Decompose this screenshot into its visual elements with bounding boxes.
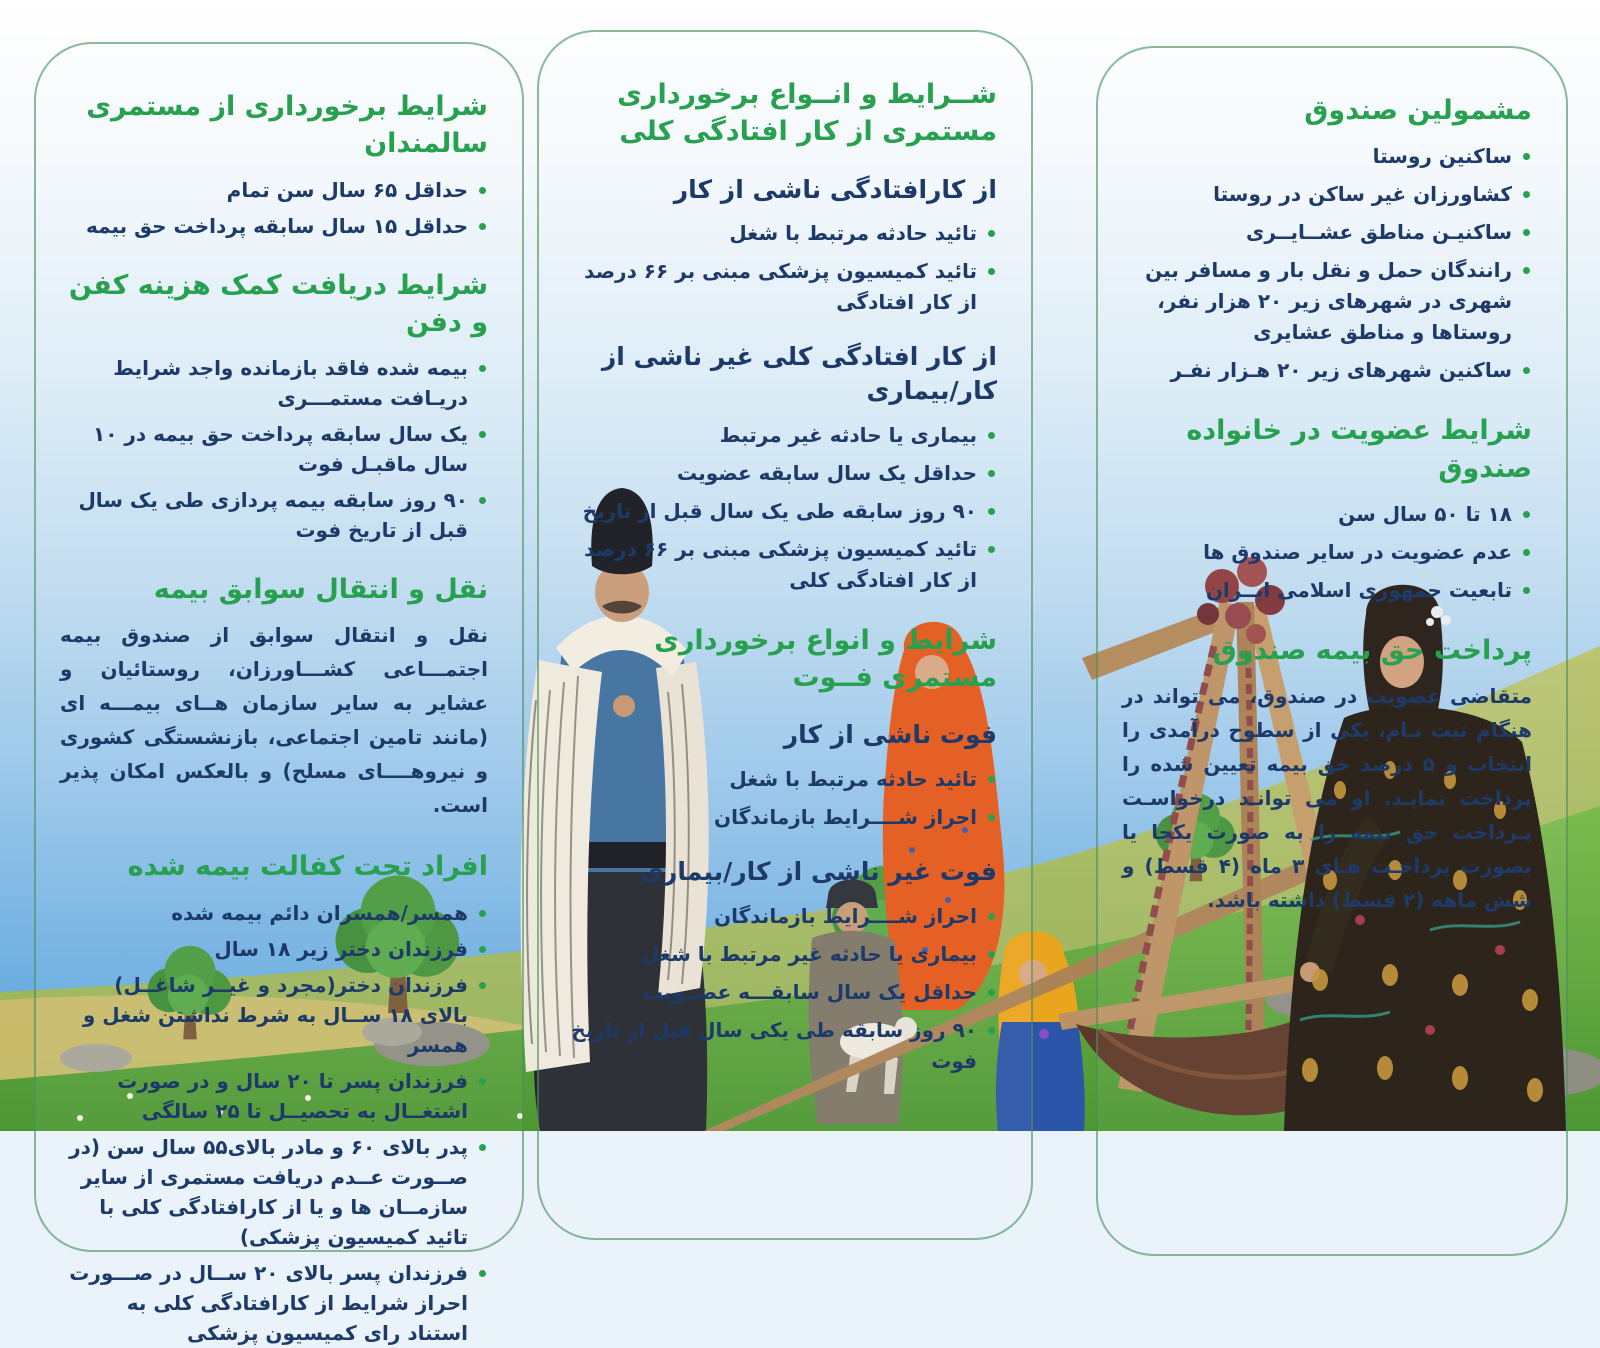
- list-item: کشاورزان غیر ساکن در روستا: [1122, 179, 1512, 210]
- panel-fund-membership: [1096, 46, 1568, 1256]
- list-item: حداقل ۶۵ سال سن تمام: [60, 175, 468, 205]
- list-item: ۹۰ روز سابقه بیمه پردازی طی یک سال قبل از تاریخ فوت: [60, 485, 468, 545]
- list-item: تائید کمیسیون پزشکی مبنی بر ۶۶ درصد از کار افتادگی کلی: [563, 534, 977, 596]
- list-item: ۹۰ روز سابقه طی یکی سال قبل از تاریخ فوت: [563, 1015, 977, 1077]
- list-item: تابعیت جمهوری اسلامی ایــران: [1122, 575, 1512, 606]
- fund-coverage-list: [1122, 141, 1512, 386]
- panel-disability-death-pension: [537, 30, 1033, 1240]
- heading-fund-coverage: مشمولین صندوق: [1304, 95, 1532, 126]
- panel-pensions-left: [34, 42, 524, 1345]
- subheading-nonwork-disability: از کار افتادگی کلی غیر ناشی از کار/بیماری: [601, 342, 997, 405]
- list-item: احراز شــــرایط بازماندگان: [563, 802, 977, 833]
- heading-insurance-record-transfer: نقل و انتقال سوابق بیمه: [153, 574, 488, 605]
- list-item: رانندگان حمل و نقل بار و مسافر بین شهری در شهرهای زیر ۲۰ هزار نفر، روستاها و مناطق عشایری: [1122, 255, 1512, 348]
- subheading-work-related-death: فوت ناشی از کار: [783, 720, 997, 750]
- nonwork-death-list: [563, 901, 977, 1077]
- list-item: بیماری یا حادثه غیر مرتبط: [563, 420, 977, 451]
- list-item: بیمه شده فاقد بازمانده واجد شرایط دریـافت مستمـــری: [60, 353, 468, 413]
- subheading-nonwork-death: فوت غیر ناشی از کار/بیماری: [640, 857, 997, 886]
- list-item: تائید حادثه مرتبط با شغل: [563, 218, 977, 249]
- work-death-list: [563, 764, 977, 833]
- burial-conditions-list: [60, 353, 468, 545]
- heading-family-membership-conditions: شرایط عضویت در خانواده صندوق: [1186, 415, 1532, 484]
- list-item: حداقل یک سال سابقه عضویت: [563, 458, 977, 489]
- list-item: ۱۸ تا ۵۰ سال سن: [1122, 499, 1512, 530]
- heading-burial-allowance-conditions: شرایط دریافت کمک هزینه کفن و دفن: [68, 269, 488, 338]
- list-item: ساکنین روستا: [1122, 141, 1512, 172]
- work-disability-list: [563, 218, 977, 318]
- premium-payment-paragraph: متقاضی عضویت در صندوق، می تواند در هنگام ثبت نـام، یکی از سطوح درآمدی را انتخاب و ۵ درصد حق بیمه تعیین شده را پرداخت نمایـد. او می توانـد درخواسـت پـرداخت حق بیمه را به صورت یکجا یا بصورت پرداخـت هـای ۳ ماه (۴ قسط) و شش ماهه (۲ قسط) داشته باشد.: [1122, 684, 1532, 912]
- elderly-conditions-list: [60, 175, 468, 241]
- heading-disability-pension-conditions: شــرایط و انــواع برخورداری مستمری از کار افتادگی کلی: [617, 79, 997, 148]
- list-item: ساکنین شهرهای زیر ۲۰ هـزار نفـر: [1122, 355, 1512, 386]
- insurance-record-transfer-paragraph: نقل و انتقال سوابق از صندوق بیمه اجتمـــاعی کشـــاورزان، روستائیان و عشایر به سایر سازمان هــای بیمـــه ای (مانند تامین اجتماعی، بازنشستگی کشوری و نیروهــــای مسلح) و بالعکس امکان پذیر است.: [60, 623, 488, 818]
- heading-elderly-pension-conditions: شرایط برخورداری از مستمری سالمندان: [86, 91, 488, 160]
- subheading-work-related-disability: از کارافتادگی ناشی از کار: [673, 174, 997, 204]
- list-item: ۹۰ روز سابقه طی یک سال قبل از تاریخ: [563, 496, 977, 527]
- heading-covered-dependents: افراد تحت کفالت بیمه شده: [127, 851, 488, 883]
- list-item: حداقل ۱۵ سال سابقه پرداخت حق بیمه: [60, 211, 468, 241]
- list-item: بیماری یا حادثه غیر مرتبط با شغل: [563, 939, 977, 970]
- list-item: فرزندان پسر تا ۲۰ سال و در صورت اشتغــال به تحصیــل تا ۲۵ سالگی: [60, 1066, 468, 1126]
- list-item: عدم عضویت در سایر صندوق ها: [1122, 537, 1512, 568]
- nonwork-disability-list: [563, 420, 977, 596]
- list-item: فرزندان دختر زیر ۱۸ سال: [60, 934, 468, 964]
- list-item: فرزندان دختر(مجرد و غیــر شاغــل) بالای ۱۸ ســال به شرط نداشتن شغل و همسر: [60, 970, 468, 1060]
- covered-dependents-list: [60, 898, 468, 1348]
- list-item: همسر/همسران دائم بیمه شده: [60, 898, 468, 928]
- list-item: پدر بالای ۶۰ و مادر بالای۵۵ سال سن (در صــورت عــدم دریافت مستمری از سایر سازمــان ها و یا از کارافتادگی کلی با تائید کمیسیون پزشکی): [60, 1132, 468, 1252]
- list-item: فرزندان پسر بالای ۲۰ ســال در صـــورت احراز شرایط از کارافتادگی کلی به استناد رای کمیسیون پزشکی: [60, 1258, 468, 1348]
- list-item: احراز شــــرایط بازماندگان: [563, 901, 977, 932]
- heading-death-pension-conditions: شرایط و انواع برخورداری مستمری فــوت: [654, 624, 997, 693]
- family-membership-list: [1122, 499, 1512, 606]
- list-item: تائید حادثه مرتبط با شغل: [563, 764, 977, 795]
- heading-premium-payment: پرداخت حق بیمه صندوق: [1212, 634, 1532, 666]
- list-item: تائید کمیسیون پزشکی مبنی بر ۶۶ درصد از کار افتادگی: [563, 256, 977, 318]
- list-item: حداقل یک سال سابقـــه عضــویت: [563, 977, 977, 1008]
- list-item: ساکنیـن مناطق عشــایــری: [1122, 217, 1512, 248]
- list-item: یک سال سابقه پرداخت حق بیمه در ۱۰ سال ماقبـل فوت: [60, 419, 468, 479]
